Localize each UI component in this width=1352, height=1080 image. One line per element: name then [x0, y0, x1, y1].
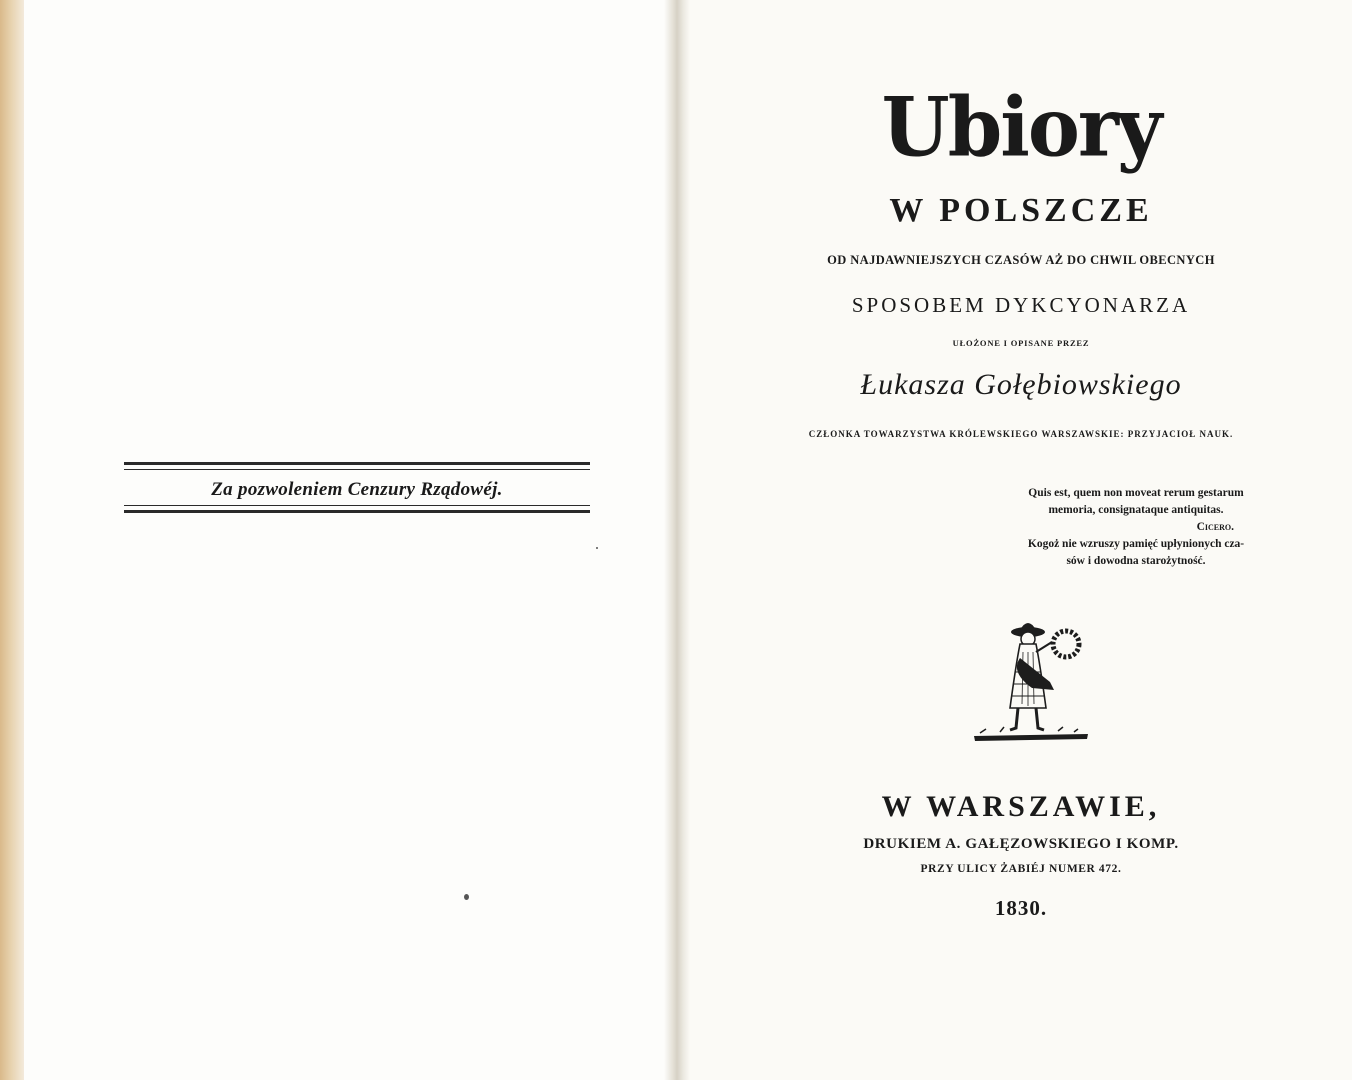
author-affiliation: CZŁONKA TOWARZYSTWA KRÓLEWSKIEGO WARSZAWSKIE: PRZYJACIOŁ NAUK. [808, 429, 1234, 439]
motto-line: Kogoż nie wzruszy pamięć upłynionych cza- [1027, 538, 1245, 550]
imprint-printer: DRUKIEM A. GAŁĘZOWSKIEGO I KOMP. [863, 836, 1179, 852]
title-line-compiled-by: UŁOŻONE I OPISANE PRZEZ [952, 338, 1090, 348]
bottom-rule [124, 510, 590, 513]
imprint-year: 1830. [994, 896, 1048, 920]
bottom-rule-thin [124, 505, 590, 506]
book-gutter [664, 0, 690, 1080]
motto-line: Quis est, quem non moveat rerum gestarum [1028, 487, 1244, 499]
title-line-period: OD NAJDAWNIEJSZYCH CZASÓW AŻ DO CHWIL OBECNYCH [827, 253, 1215, 267]
imprint-city: W WARSZAWIE, [881, 790, 1161, 823]
imprint-address: PRZY ULICY ŻABIÉJ NUMER 472. [920, 863, 1122, 875]
left-page [24, 0, 672, 1080]
censorship-note: Za pozwoleniem Cenzury Rządowéj. [211, 479, 503, 500]
ink-speck [596, 547, 598, 549]
motto-signature: Cicero. [1196, 521, 1234, 533]
title-line-method: SPOSOBEM DYKCYONARZA [851, 293, 1191, 317]
top-rule [124, 462, 590, 465]
ink-speck [464, 894, 469, 900]
page-edge [0, 0, 24, 1080]
top-rule-thin [124, 469, 590, 470]
motto-line: memoria, consignataque antiquitas. [1048, 504, 1224, 516]
censorship-banner [124, 462, 590, 514]
page-title: Ubiory [881, 79, 1161, 176]
motto-epigraph [980, 485, 1292, 570]
author-name: Łukasza Gołębiowskiego [860, 368, 1182, 401]
motto-line: sów i dowodna starożytność. [1066, 555, 1206, 567]
page-subtitle: W POLSZCZE [889, 192, 1153, 229]
child-with-wreath-icon [970, 612, 1094, 744]
